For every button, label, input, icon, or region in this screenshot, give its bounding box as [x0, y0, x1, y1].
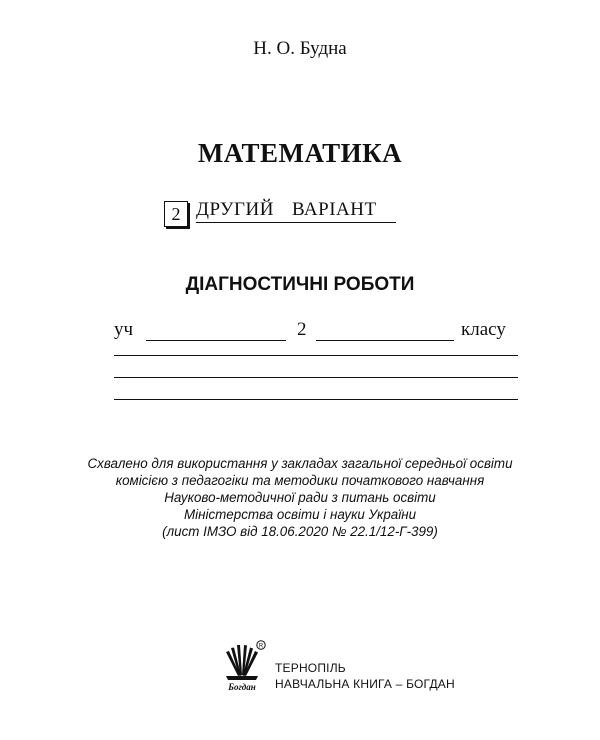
student-name-blank[interactable] [146, 340, 286, 341]
grade-number: 2 [297, 319, 307, 340]
publisher-name: НАВЧАЛЬНА КНИГА – БОГДАН [275, 677, 455, 691]
class-letter-blank[interactable] [316, 340, 454, 341]
book-title: МАТЕМАТИКА [197, 138, 403, 168]
student-prefix: уч [114, 319, 134, 340]
variant-word-1: ДРУГИЙ [196, 199, 274, 220]
variant-number-box: 2 [164, 201, 188, 227]
approval-line: Схвалено для використання у закладах загальної середньої освіти [87, 456, 513, 471]
approval-line: (лист ІМЗО від 18.06.2020 № 22.1/12-Г-399) [162, 524, 438, 539]
approval-line: Міністерства освіти і науки України [183, 507, 417, 522]
variant-word-2: ВАРІАНТ [291, 199, 377, 220]
school-line-1[interactable] [114, 355, 518, 356]
approval-notice [0, 455, 600, 540]
school-line-2[interactable] [114, 377, 518, 378]
publisher-info [275, 660, 455, 692]
school-line-3[interactable] [114, 399, 518, 400]
publisher-city: ТЕРНОПІЛЬ [275, 661, 346, 675]
svg-text:R: R [258, 643, 264, 650]
approval-line: Науково-методичної ради з питань освіти [164, 490, 436, 505]
svg-text:Богдан: Богдан [228, 682, 256, 692]
author-name: Н. О. Будна [253, 38, 347, 59]
approval-line: комісією з педагогіки та методики початкового навчання [115, 473, 485, 488]
variant-label [196, 199, 396, 223]
book-subtitle: ДІАГНОСТИЧНІ РОБОТИ [185, 274, 415, 295]
class-suffix: класу [461, 319, 506, 340]
bogdan-publisher-logo-icon [218, 638, 266, 694]
